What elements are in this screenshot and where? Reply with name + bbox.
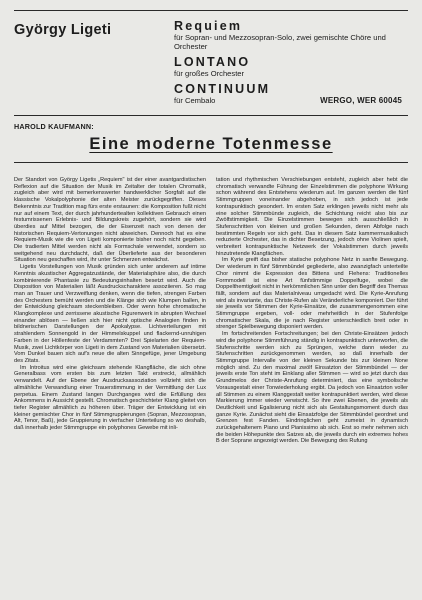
works-list: [174, 19, 408, 105]
paragraph: Der Standort von György Ligetis „Requiem" ist der einer avantgardistischen Reflexion auf die Situation der Musik im Zeitalter der totalen Chromatik, zugleich aber wird mit bemerkenswerter handwerklicher Sorgfalt auf die klassische Vokalpolyphonie der alten Meister zurückgegriffen. Dieses Bekenntnis zur Tradition mag fürs erste erstaunen: die Komposition fußt nicht nur auf einem Text, der durch jahrhundertealten kollektiven Gebrauch einen festumrissenen Erlebnis- und Bildungskreis zugehört, sondern sie wird überdies auf Mittel bezogen, die der Eisenzeit nach von denen der historischen Requiem-Vertonungen nicht abweichen. Dennoch hat es eine Requiem-Musik wie die von Ligeti komponierte bisher noch nicht gegeben. Die tradierten Mittel werden nicht als Formschale verwendet, sondern so weitgehend neu durchdacht, daß der Überlieferte aus der besonderen Situation neu geschaffen wird, ihr unter Schmerzen entwächst.: [14, 177, 206, 264]
composer-name: György Ligeti: [14, 22, 112, 38]
article-left-column: [14, 177, 206, 445]
work-title-lontano: LONTANO: [174, 55, 251, 69]
work-title-requiem: Requiem: [174, 19, 243, 33]
article-author: HAROLD KAUFMANN:: [14, 122, 94, 131]
paragraph: tation und rhythmischen Verschiebungen entsteht, zugleich aber hebt die chromatisch verwandte Führung der Einzelstimmen die polyphone Wirkung schon während des Entstehens wiederum auf. Im ganzen werden die fünf Stimmgruppen voneinander abgehoben, in sich jedoch ist jede kontrapunktisch gesondert. Im ersten Satz erklingen jeweils nicht mehr als eine solcher Stimmbünde zugleich, die Schichtung reicht also bis zur Zwölfstimmigkeit. Die Einzelstimmen bewegen sich ausschließlich in Stufenschritten von kleinen und großen Sekunden, deren Abfolge nach bestimmten Regeln vor sich geht. Das in diesem Satz kammermusikalisch reduzierte Orchester, das in dichter Besetzung, jedoch ohne Violinen spielt, verbreitert kontrapunktische Netzwerk der Vokalstimmen durch jeweils hinzutretende Klangfächen.: [216, 177, 408, 257]
paragraph: Ligetis Vorstellungen von Musik gründen sich unter anderem auf intime Kenntnis akustischer Aggregatzustände, der Materialsphäre also, die durch kombinierende Phantasie zu Bedeutungsinhalten besetzt wird. Auch die Disposition von Materialien läßt Ausdruckscharaktere assoziieren. So mag man an Trauer und Verzweiflung denken, wenn die tiefen, strengen Farben des Orchesters bemüht werden und die Klänge sich wie Klumpen ballen, in der Entwicklung gleichsam steckenbleiben. Oder wenn hohe chromatische Klangkomplexe und zerrissene akustische Figurenwerk in abrupten Wechsel einander ablösen — ließen sich hier nicht optische Analogien finden in bildnerischen Darstellungen der Apokalypse. Lichtverteilungen mit strahlendem Sonnengold in der Himmelskuppel und flackernd-unruhigen Farben in der Höllenfeste der Verdammten? Drei Spielarten der Requiem-Musik, zwei Lichtkörper von Ligeti in dem Zustand von Materialien übersetzt. Vom Dunkel bauen sich auf's neue die alten Sinngefüge, jener Umgebung des Zitats.: [14, 264, 206, 364]
paragraph: Im fortschreitenden Fortschreitungen; bei den Christe-Einsätzen jedoch wird die polyphone Stimmführung ständig in kontrapunktisch unterworfen, die Stufenschritte werden sich zu Sprüngen, welche dann wieder zu Stufenschritten zurückgenommen werden, so daß innerhalb der Stimmgruppe Intervalle von der kleinen Sekunde bis zur kleinen None möglich sind. Zu den maximal zwölf Einsatzton der Stimmbündel — der jeweils erste Ton steht im Einklang aller Stimmen — wird so jetzt durch das Grundmelos der Christe-Anrufung determiniert, das eine symbolische Vorausgestalt einer Tonwiederholung ergibt. Da jedoch von Einsatzton voller all Stimmen zu einem Klanggestalt weiter kontrapunktiert werden, wird diese Markierung immer wieder verwischt. So ihre zwei Ebenen, die jeweils als Deutlichkeit und Egalisierung nicht sich als Gestaltungsmoment durch das ganze Kyrie. Zunächst sieht die Einsatzfolge der Stimmbündel geordnet und Grenzen fest Fanden. Eindringlichen geht zumeist in dynamisch zurückgehaltenem Piano und Pianissimo ab sich. Erst so mehr nehmen sich die beiden Höhepunkte des Satzes ab, die jeweils durch ein extremes hohes B der Soprane angezeigt werden. Die Bewegung des Rufung: [216, 331, 408, 445]
work-subtitle-requiem: für Sopran- und Mezzosopran-Solo, zwei gemischte Chöre und Orchester: [174, 33, 386, 51]
work-row-continuum: [174, 96, 408, 105]
article-right-column: [216, 177, 408, 445]
record-header: [14, 11, 408, 115]
record-label: WERGO, WER 60045: [320, 96, 402, 105]
work-title-continuum: CONTINUUM: [174, 82, 271, 96]
article-heading: [14, 116, 408, 162]
work-subtitle-continuum: für Cembalo: [174, 96, 216, 105]
paragraph: Im Kyrie greift das bisher statische polyphone Netz in sanfte Bewegung. Der wiederum in fünf Stimmbündel gegliederte, also zwanzigfach unterteilte Chor nimmt die Expression des Bittens und Flehens: Traditionelles Formmodell ist eine Art fünfstimmige Doppelfuge, wobei die Doppelthemtigkeit nicht in herkömmlichen Sinn unter den Begriff des Themas fällt, sondern auf das Materialniveau umgedacht wird. Die Kyrie-Anrufung wird als invariante, das Christe-Rufen als Veränderliche komponiert. Der führt sie jeweils vor Stimmen der Kyrie-Einsätze, die zusammengenommen eine Stimmgruppe ergeben, voll- oder mehrheitlich in der Stufenfolge chromatischer Skala, die je nach Register unterschiedlich breit oder in strenger Spielbewegung disponiert werden.: [216, 257, 408, 331]
work-subtitle-lontano: für großes Orchester: [174, 69, 245, 78]
paragraph: Im Introitus wird eine gleichsam stehende Klangfläche, die sich ohne Generalbass vom ersten bis zum letzten Takt erstreckt, allmählich verwandelt. Auf der Ebene der Ausdrucksassoziation vollzieht sich die allmähliche Verwandlung einer Trauerstimmung in der Vermittlung der Lux perpetua. Einem Zustand langen Durchganges wird die Erfüllung des Ankommens in Aussicht gestellt. Chromatisch geschichteter Klang gleitet von tiefer Register allmählich zu höheren über. Träger der Entwicklung ist ein kleiner gemischter Chor in fünf Stimmgruppierungen (Sopran, Mezzosopran, Alt, Tenor, Baß), jede Gruppierung in vierfacher Unterteilung so wo deshalb, daß innerhalb jeder Stimmgruppe ein polyphones Gewebe mit inli-: [14, 364, 206, 432]
article-body: [14, 163, 408, 445]
article-title: Eine moderne Totenmesse: [89, 135, 333, 153]
